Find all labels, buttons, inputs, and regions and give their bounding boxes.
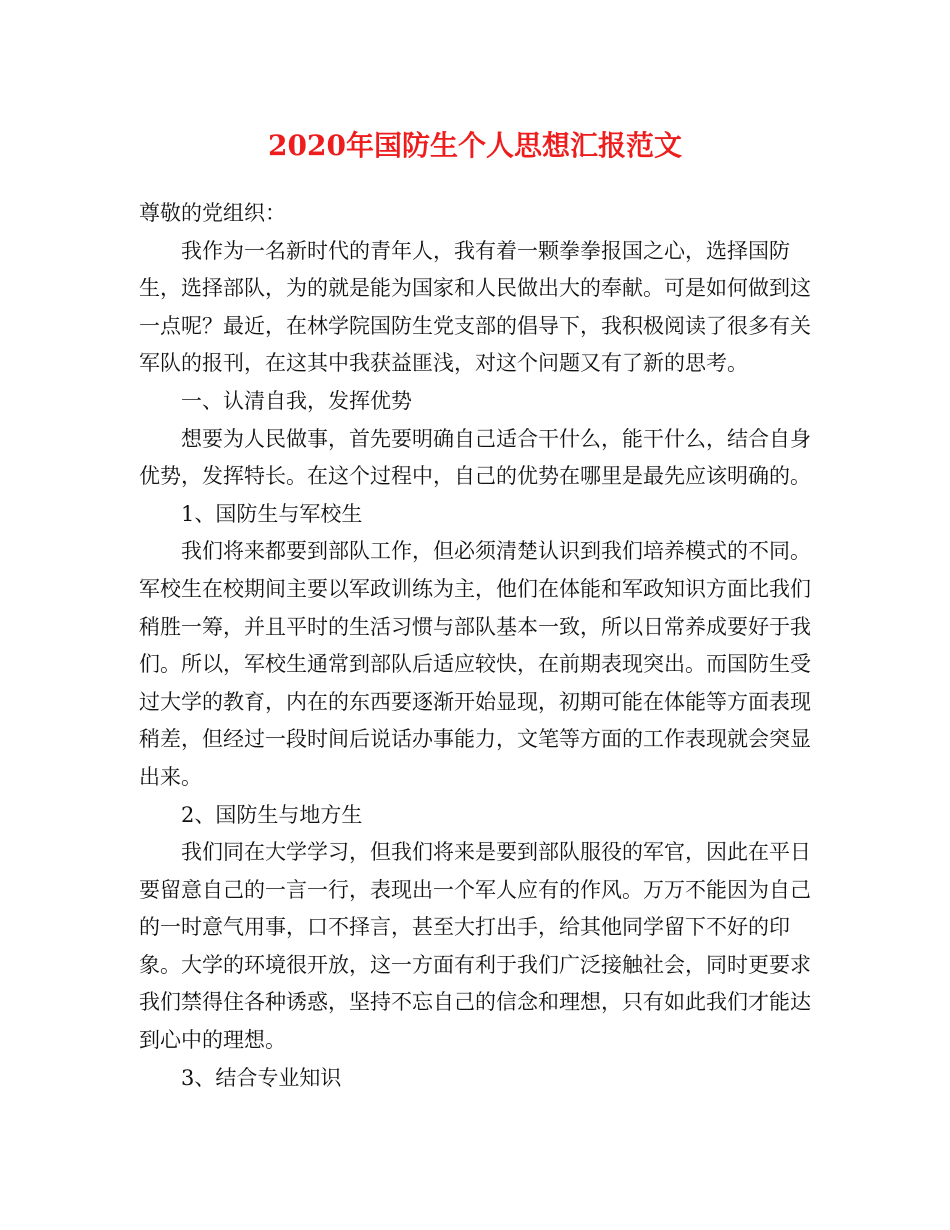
subheading-1: 1、国防生与军校生 [181, 501, 363, 526]
subheading-2: 2、国防生与地方生 [181, 802, 363, 827]
paragraph-intro: 我作为一名新时代的青年人，我有着一颗拳拳报国之心，选择国防生，选择部队，为的就是能为国家和人民做出大的奉献。可是如何做到这一点呢？最近，在林学院国防生党支部的倡导下，我积极阅读了很多有关军队的报刊，在这其中我获益匪浅，对这个问题又有了新的思考。 [139, 238, 811, 376]
subheading-3: 3、结合专业知识 [181, 1065, 342, 1090]
paragraph-military-cadets: 我们将来都要到部队工作，但必须清楚认识到我们培养模式的不同。军校生在校期间主要以军政训练为主，他们在体能和军政知识方面比我们稍胜一筹，并且平时的生活习惯与部队基本一致，所以日常养成要好于我们。所以，军校生通常到部队后适应较快，在前期表现突出。而国防生受过大学的教育，内在的东西要逐渐开始显现，初期可能在体能等方面表现稍差，但经过一段时间后说话办事能力，文笔等方面的工作表现就会突显出来。 [139, 539, 811, 789]
paragraph-strengths: 想要为人民做事，首先要明确自己适合干什么，能干什么，结合自身优势，发挥特长。在这个过程中，自己的优势在哪里是最先应该明确的。 [139, 426, 811, 489]
document-title: 2020年国防生个人思想汇报范文 [268, 129, 682, 162]
section-heading-1: 一、认清自我，发挥优势 [181, 388, 412, 413]
salutation: 尊敬的党组织： [139, 201, 286, 225]
document-body [139, 195, 815, 1097]
paragraph-civilian-students: 我们同在大学学习，但我们将来是要到部队服役的军官，因此在平日要留意自己的一言一行，表现出一个军人应有的作风。万万不能因为自己的一时意气用事，口不择言，甚至大打出手，给其他同学留下不好的印象。大学的环境很开放，这一方面有利于我们广泛接触社会，同时更要求我们禁得住各种诱惑，坚持不忘自己的信念和理想，只有如此我们才能达到心中的理想。 [139, 840, 811, 1053]
